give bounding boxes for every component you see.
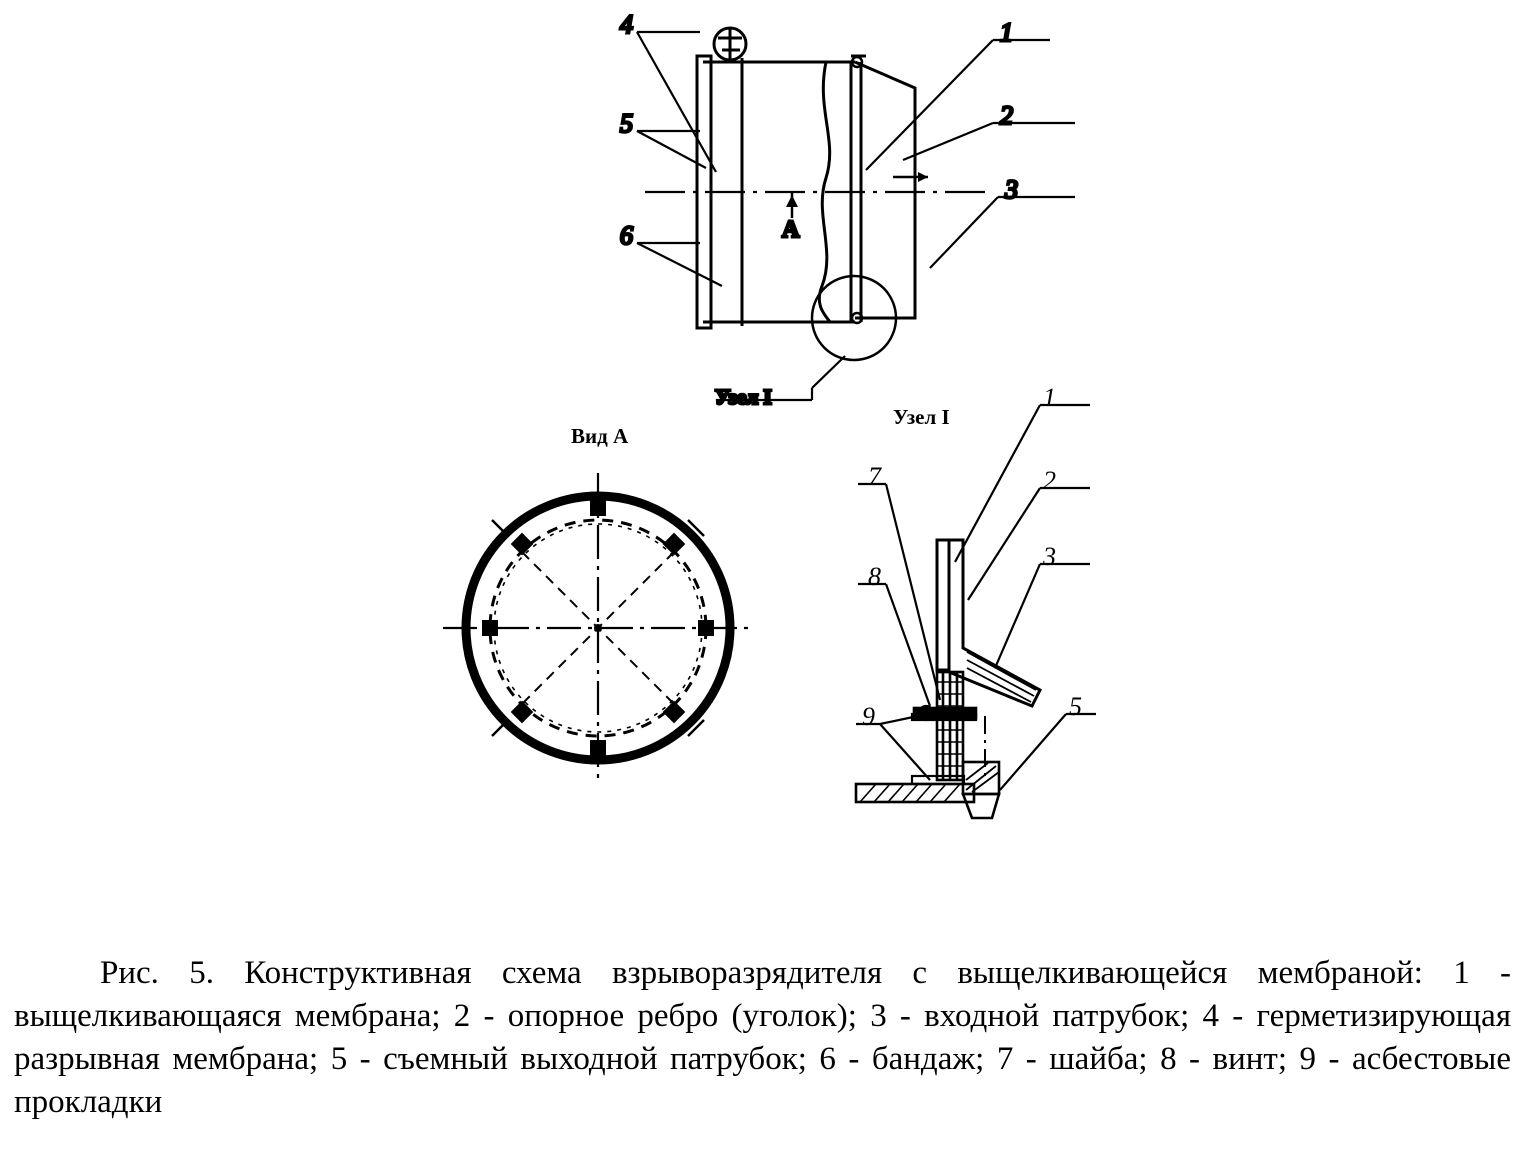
node-label-main: Узел I (715, 385, 772, 409)
bolt-column (937, 672, 963, 780)
flange-hatching (860, 784, 960, 802)
nut (963, 762, 999, 818)
view-a-title: Вид А (571, 424, 629, 448)
callout-3-detail: 3 (1043, 542, 1056, 571)
callout-3-main: 3 (1005, 175, 1018, 204)
node-label-detail: Узел I (893, 405, 950, 429)
section-label-a: А (782, 217, 800, 243)
callout-9-detail: 9 (862, 702, 875, 731)
callout-5-detail: 5 (1069, 692, 1082, 721)
view-a-group (443, 424, 753, 783)
nut-hatching (966, 763, 999, 792)
callout-1-detail: 1 (1043, 383, 1056, 412)
section-arrow-a (786, 192, 798, 218)
leader-lines-detail (856, 405, 1096, 790)
callout-8-detail: 8 (868, 562, 881, 591)
callout-1-main: 1 (1000, 18, 1013, 47)
callout-6-main: 6 (620, 221, 633, 250)
figure-caption (0, 952, 1525, 1124)
detail-node-group (856, 383, 1096, 818)
callout-4-main: 4 (620, 10, 633, 39)
caption-text: Рис. 5. Конструктивная схема взрыворазрядителя с выщелкивающейся мембраной: 1 - выщелкивающаяся мембрана; 2 - опорное ребро (уголок); 3 - входной патрубок; 4 - герметизирующая разрывная мембрана; 5 - съемный выходной патрубок; 6 - бандаж; 7 - шайба; 8 - винт; 9 - асбестовые прокладки (14, 955, 1511, 1120)
view-a-center (594, 624, 602, 632)
callout-7-detail: 7 (868, 462, 881, 491)
main-view-group (620, 10, 1075, 409)
callout-2-detail: 2 (1043, 466, 1056, 495)
flow-arrows (893, 172, 928, 182)
callout-2-main: 2 (1000, 101, 1013, 130)
callout-5-main: 5 (620, 109, 633, 138)
leader-lines-main (637, 32, 1075, 400)
